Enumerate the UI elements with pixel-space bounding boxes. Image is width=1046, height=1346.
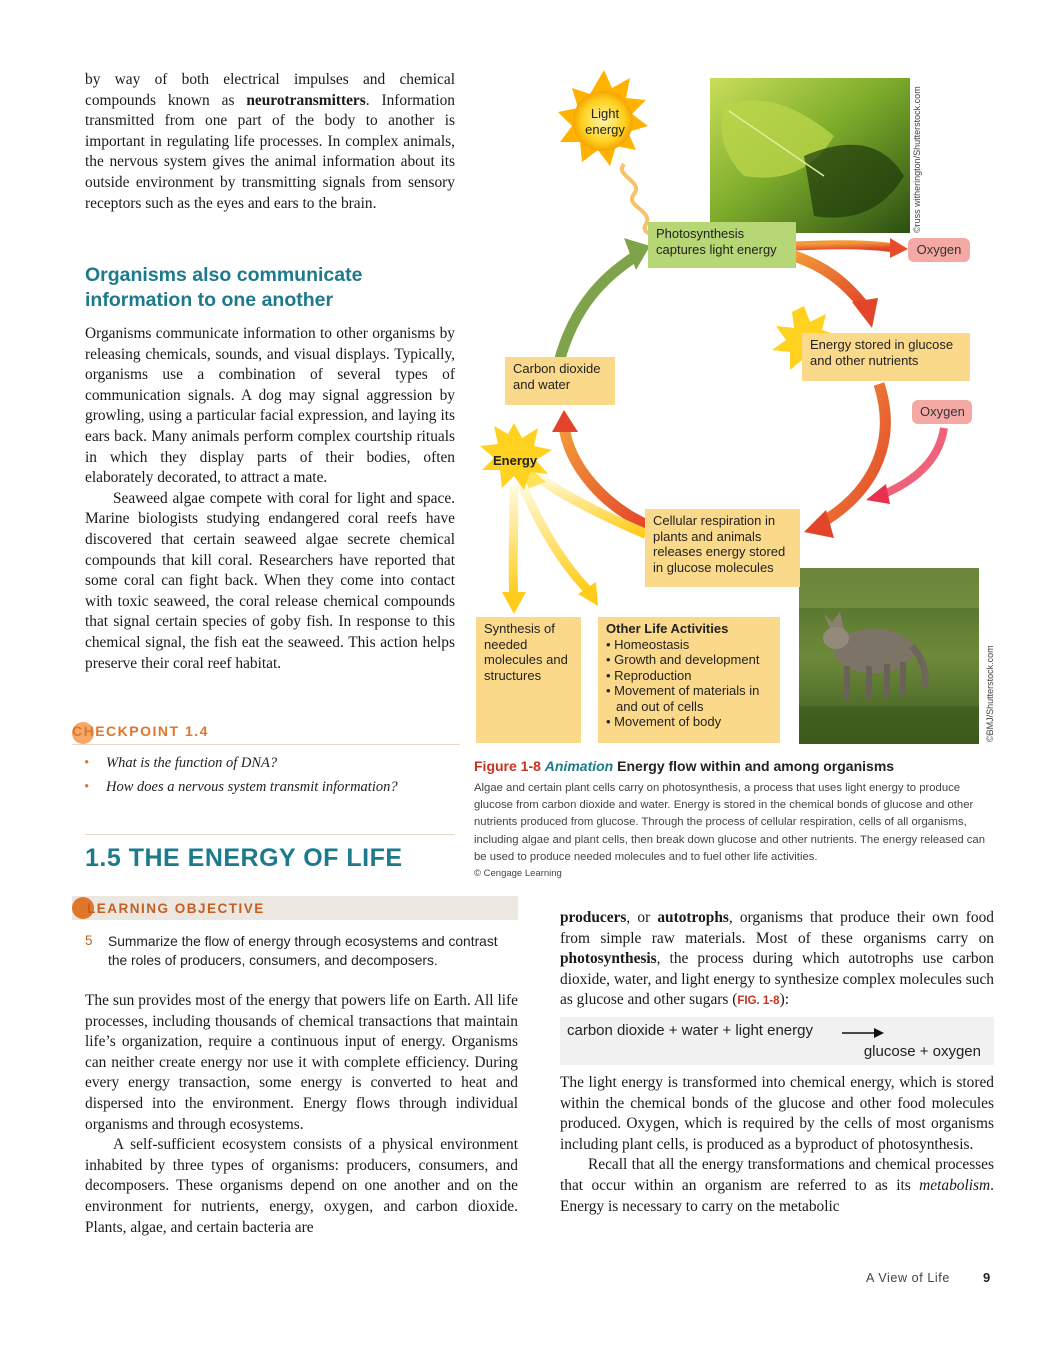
other-life-activities-box (598, 617, 780, 743)
neuro-paragraph: by way of both electrical impulses and chemical compounds known as neurotransmitters. Information transmitted from one part of the body to another is important in regulating life processes. In complex animals, the nervous system gives the animal information about its outside environment by transmitting signals from sensory receptors such as the eyes and ears to the brain. (85, 71, 455, 212)
checkpoint-question-2: • How does a nervous system transmit information? (90, 779, 398, 796)
figure-credit: © Cengage Learning (474, 868, 562, 879)
ola-item: • Homeostasis (606, 637, 772, 653)
photosynthesis-box: Photosynthesis captures light energy (648, 222, 796, 268)
page-number: 9 (983, 1270, 991, 1285)
light-energy-label: Light energy (585, 106, 625, 137)
leaf-photo-credit: ©russ witherington/Shutterstock.com (912, 86, 922, 233)
producers-paragraph: producers, or autotrophs, organisms that produce their own food from simple raw materials. Most of these organisms carry on photosynthesis, the process during which autotrophs use carbon dioxide, water, and light energy to synthesize complex molecules such as glucose and other sugars (FIG. 1-8): (560, 909, 994, 1009)
light-text (560, 1073, 994, 1217)
equation-right: glucose + oxygen (863, 1043, 981, 1060)
section-rule (85, 834, 455, 835)
checkpoint-question-1: • What is the function of DNA? (90, 755, 277, 772)
ola-item: • Reproduction (606, 668, 772, 684)
equation-left: carbon dioxide + water + light energy (567, 1022, 813, 1039)
cellular-respiration-box: Cellular respiration in plants and animals releases energy stored in glucose molecules (645, 509, 800, 587)
oxygen-to-respiration-arrow (884, 428, 944, 494)
footer-running-title: A View of Life (866, 1271, 950, 1285)
energy-label: Energy (493, 453, 538, 468)
wolf-photo-credit: ©BMJ/Shutterstock.com (985, 645, 995, 742)
figure-number: Figure 1-8 (474, 758, 541, 774)
recall-paragraph: Recall that all the energy transformations and chemical processes that occur within an organism are referred to as its metabolism. Energy is necessary to carry on the metabolic (560, 1156, 994, 1215)
co2-water-box: Carbon dioxide and water (505, 357, 615, 405)
figure-reference-link[interactable]: FIG. 1-8 (737, 995, 780, 1008)
energy-to-synthesis-arrow (513, 486, 514, 596)
ola-list (606, 637, 772, 730)
stored-arrowhead (852, 298, 878, 328)
light-paragraph: The light energy is transformed into chemical energy, which is stored within the chemical bonds of the glucose and other food molecules produced. Oxygen, which is required by the cells of most organisms including plant cells, is produced as a byproduct of photosynthesis. (560, 1074, 994, 1153)
communicate-text (85, 324, 455, 674)
seaweed-paragraph: Seaweed algae compete with coral for light and space. Marine biologists studying endangered coral reefs have discovered that certain seaweed algae secrete chemical compounds that kill coral. Researchers have reported that some coral can fight back. When they come into contact with toxic seaweed, the coral release chemical compounds that signal certain species of goby fish. In response to this chemical signal, the fish eat the seaweed. This action helps preserve their coral reef habitat. (85, 489, 455, 672)
synthesis-arrowhead (502, 592, 526, 614)
figure-heading (474, 758, 894, 774)
ecosystem-paragraph: A self-sufficient ecosystem consists of a physical environment inhabited by three types of organisms: producers, consumers, and decomposers. These organisms depend on one another and on the environment for nutrients, energy, oxygen, and carbon dioxide. Plants, algae, and certain bacteria are (85, 1136, 518, 1236)
photosynthesis-to-oxygen-arrow (796, 245, 894, 248)
communicate-paragraph: Organisms communicate information to other organisms by releasing chemicals, sounds, and visual displays. Typically, organisms use a combination of several types of communication signals. A dog may signal aggression by growling, using a particular facial expression, and laying its ears back. Many animals perform complex courtship rituals in which they display parts of their bodies, often elaborately decorated, to attract a mate. (85, 325, 455, 487)
equation-box (560, 1017, 994, 1065)
oxygen-1-arrowhead (890, 238, 908, 258)
learning-objective-text: Summarize the flow of energy through ecosystems and contrast the roles of producers, consumers, and decomposers. (108, 934, 498, 968)
oxygen-badge-1: Oxygen (908, 238, 970, 262)
ola-title: Other Life Activities (606, 621, 729, 636)
figure-title: Energy flow within and among organisms (617, 758, 895, 774)
learning-objective-number: 5 (85, 933, 93, 948)
section-title: 1.5 THE ENERGY OF LIFE (85, 844, 403, 872)
figure-animation-link[interactable]: Animation (544, 758, 614, 774)
ola-item: • Movement of materials in and out of cells (606, 683, 772, 714)
ola-item: • Movement of body (606, 714, 772, 730)
wolf-photo (799, 568, 979, 744)
figure-caption: Algae and certain plant cells carry on photosynthesis, a process that uses light energy to produce glucose from carbon dioxide and water. Energy is stored in the chemical bonds of glucose and other nutrients produced from glucose. Through the process of cellular respiration, cells of all organisms, including algae and plant cells, then break down glucose and other nutrients. The energy released can be used to produce needed molecules and to fuel other life activities. (474, 782, 986, 863)
oxygen-badge-2: Oxygen (912, 400, 972, 424)
heading-communicate: Organisms also communicate information to one another (85, 264, 363, 311)
equation-arrow-icon (840, 1025, 886, 1039)
checkpoint-title: CHECKPOINT 1.4 (72, 723, 209, 739)
ola-item: • Growth and development (606, 652, 772, 668)
synthesis-box: Synthesis of needed molecules and structures (476, 617, 581, 743)
co2-return-arrowhead (552, 410, 578, 432)
co2-to-photosynthesis-arrow (559, 254, 639, 362)
leaf-photo (710, 78, 910, 233)
checkpoint-rule (72, 744, 460, 745)
sun-paragraph: The sun provides most of the energy that powers life on Earth. All life processes, including thousands of chemical transactions that maintain life’s organization, require a continuous input of energy. Organisms can neither create energy nor use it with complete efficiency. During every energy transaction, some energy is converted to heat and dispersed into the environment. Energy flows through individual organisms and through ecosystems. (85, 992, 518, 1133)
stored-to-respiration-arrow (819, 384, 885, 524)
energy-stored-box: Energy stored in glucose and other nutrients (802, 333, 970, 381)
energy-text (85, 991, 518, 1238)
learning-objective-title: LEARNING OBJECTIVE (87, 901, 265, 916)
photosynthesis-to-stored-arrow (794, 256, 864, 306)
